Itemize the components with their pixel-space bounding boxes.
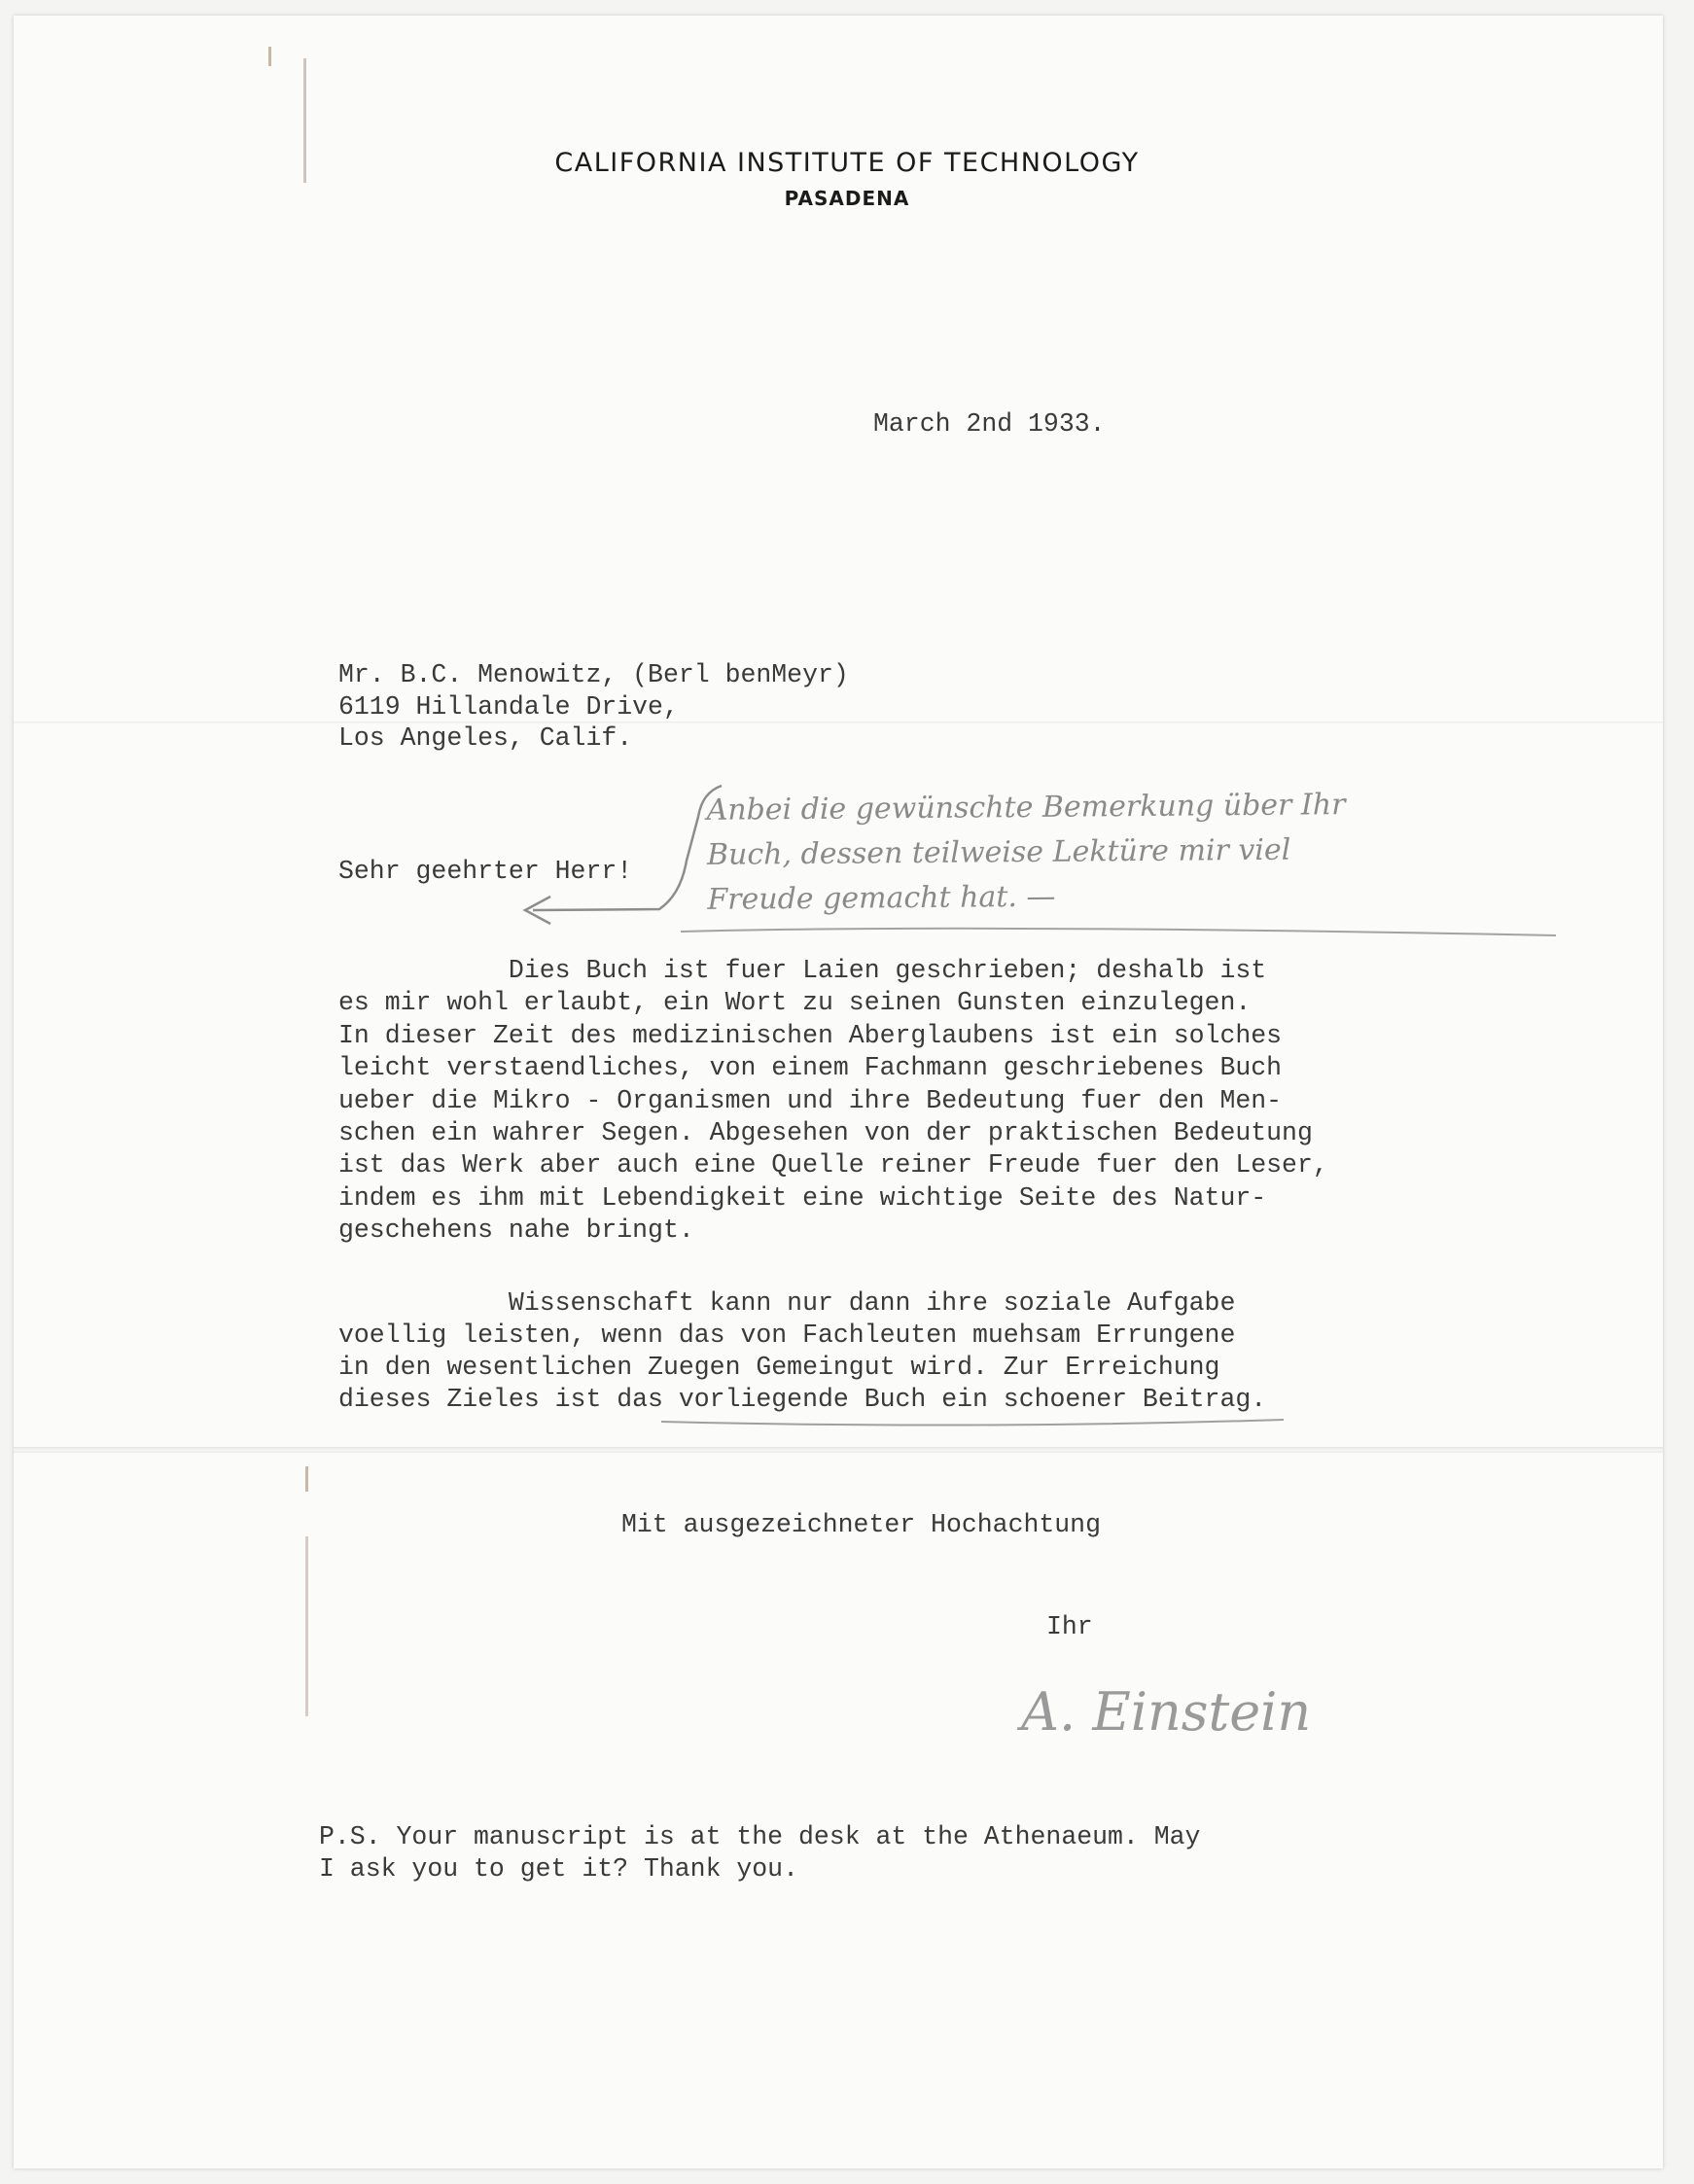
letterhead-city: PASADENA (784, 187, 910, 210)
body-line: indem es ihm mit Lebendigkeit eine wichtige Seite des Natur- (338, 1182, 1267, 1213)
body-line: voellig leisten, wenn das von Fachleuten muehsam Errungene (338, 1321, 1236, 1350)
address-line: 6119 Hillandale Drive, (338, 691, 679, 722)
closing-ihr: Ihr (1046, 1612, 1093, 1641)
note-line: Anbei die gewünschte Bemerkung über Ihr (706, 788, 1346, 828)
salutation: Sehr geehrter Herr! (338, 857, 633, 886)
body-line: in den wesentlichen Zuegen Gemeingut wird. Zur Erreichung (338, 1353, 1220, 1382)
body-line: Dies Buch ist fuer Laien geschrieben; deshalb ist (338, 956, 1267, 985)
signature: A. Einstein (1021, 1681, 1312, 1743)
note-line: Freude gemacht hat. — (707, 879, 1056, 917)
address-line: Los Angeles, Calif. (338, 723, 633, 753)
body-line: leicht verstaendliches, von einem Fachmann geschriebenes Buch (338, 1053, 1283, 1083)
body-line: es mir wohl erlaubt, ein Wort zu seinen Gunsten einzulegen. (338, 988, 1252, 1018)
note-line: Buch, dessen teilweise Lektüre mir viel (706, 832, 1291, 872)
body-line: dieses Zieles ist das vorliegende Buch ein schoener Beitrag. (338, 1385, 1267, 1414)
body-line: geschehens nahe bringt. (338, 1215, 694, 1246)
note-underline (681, 929, 1556, 935)
body-line: ist das Werk aber auch eine Quelle reiner Freude fuer den Leser, (338, 1150, 1328, 1180)
postscript-line: P.S. Your manuscript is at the desk at the Athenaeum. May (319, 1822, 1201, 1851)
note-bracket (533, 786, 722, 910)
body-line: In dieser Zeit des medizinischen Aberglaubens ist ein solches (338, 1020, 1283, 1050)
body-line: ueber die Mikro - Organismen und ihre Bedeutung fuer den Men- (338, 1085, 1283, 1115)
letterhead-institution: CALIFORNIA INSTITUTE OF TECHNOLOGY (554, 148, 1140, 178)
letter-date: March 2nd 1933. (873, 409, 1106, 439)
body-line: Wissenschaft kann nur dann ihre soziale Aufgabe (338, 1288, 1236, 1318)
address-line: Mr. B.C. Menowitz, (Berl benMeyr) (338, 660, 849, 689)
complimentary-closing: Mit ausgezeichneter Hochachtung (621, 1510, 1101, 1539)
body-paragraph-2 (338, 1287, 1266, 1416)
postscript (319, 1821, 1200, 1885)
text-underline (661, 1420, 1284, 1426)
body-line: schen ein wahrer Segen. Abgesehen von der praktischen Bedeutung (338, 1118, 1313, 1148)
postscript-line: I ask you to get it? Thank you. (319, 1854, 798, 1884)
body-paragraph-1 (338, 955, 1328, 1248)
